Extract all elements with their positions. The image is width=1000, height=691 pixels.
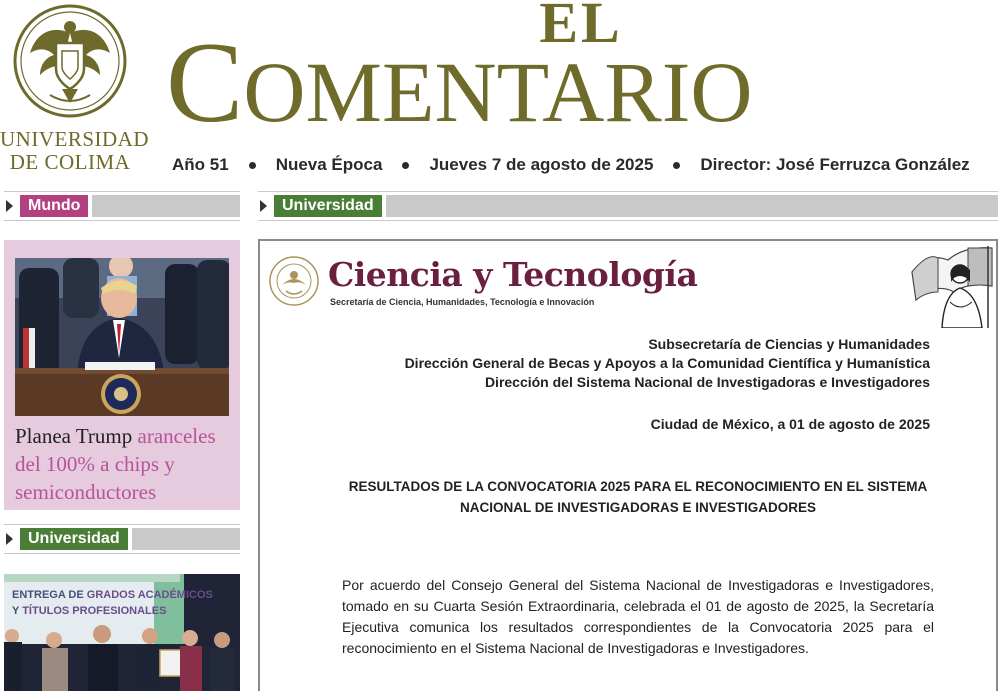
signing-photo-illustration (15, 258, 229, 416)
university-name-line2: DE COLIMA (9, 150, 131, 174)
university-eagle-seal-icon (12, 3, 128, 119)
document-title: RESULTADOS DE LA CONVOCATORIA 2025 PARA EL RECONOCIMIENTO EN EL SISTEMA NACIONAL DE INVESTIGADORAS E INVESTIGADORES (348, 479, 928, 515)
section-bar-universidad[interactable] (258, 191, 998, 221)
masthead-title-rest: OMENTARIO (243, 44, 753, 140)
masthead-title-el: EL (539, 0, 623, 55)
masthead-title-initial: C (166, 19, 244, 147)
banner-line2-a: Y (12, 605, 23, 617)
bullet-icon (249, 162, 256, 169)
woman-with-flag-illustration (908, 242, 996, 328)
section-bar-fill (92, 195, 240, 217)
headline-lead: Planea Trump (15, 424, 133, 448)
office-line: Dirección General de Becas y Apoyos a la Comunidad Científica y Humanística (404, 355, 930, 371)
triangle-right-icon (260, 200, 267, 212)
mundo-story-card[interactable] (4, 240, 240, 510)
issue-edition: Nueva Época (275, 155, 383, 174)
svg-text:ENTREGA DE GRADOS ACADÉMICOS (12, 588, 213, 601)
issue-director: Director: José Ferruzca González (700, 155, 970, 174)
mundo-story-photo[interactable] (15, 258, 229, 416)
section-label-mundo[interactable]: Mundo (20, 195, 88, 217)
headline-rest: aranceles del 100% a chips y semiconductores (15, 424, 216, 504)
bullet-icon (402, 162, 409, 169)
office-line: Dirección del Sistema Nacional de Investigadoras e Investigadores (484, 374, 930, 390)
ceremony-photo-illustration (4, 574, 240, 691)
university-name-line1: UNIVERSIDAD (0, 127, 149, 151)
issuing-offices (405, 335, 930, 392)
document-date: Ciudad de México, a 01 de agosto de 2025 (650, 416, 930, 432)
brand-title: Ciencia y Tecnología (328, 255, 698, 294)
university-logo[interactable] (0, 0, 149, 180)
office-line: Subsecretaría de Ciencias y Humanidades (648, 336, 930, 352)
mexico-coat-of-arms-icon (268, 255, 320, 307)
banner-line1-b: GRADOS ACADÉMICOS (86, 589, 213, 601)
banner-line1-a: ENTREGA DE (12, 589, 87, 601)
brand-subtitle: Secretaría de Ciencia, Humanidades, Tecnología e Innovación (330, 297, 595, 307)
issue-date: Jueves 7 de agosto de 2025 (429, 155, 654, 174)
section-label-universidad[interactable]: Universidad (274, 195, 382, 217)
bullet-icon (673, 162, 680, 169)
svg-text:Y TÍTULOS PROFESIONALES (12, 604, 166, 617)
section-bar-mundo[interactable] (4, 191, 240, 221)
issue-year: Año 51 (172, 155, 229, 174)
section-bar-fill (132, 528, 240, 550)
section-bar-universidad-side[interactable] (4, 524, 240, 554)
section-bar-fill (386, 195, 998, 217)
universidad-story-photo[interactable] (4, 574, 240, 691)
triangle-right-icon (6, 533, 13, 545)
issue-info (172, 155, 1000, 175)
university-name (0, 127, 149, 174)
triangle-right-icon (6, 200, 13, 212)
announcement-document[interactable] (258, 239, 998, 691)
mundo-story-headline[interactable] (15, 422, 233, 506)
banner-line2-b: TÍTULOS PROFESIONALES (22, 605, 167, 617)
document-body: Por acuerdo del Consejo General del Sistema Nacional de Investigadoras e Investigadores, tomado en su Cuarta Sesión Extraordinaria, celebrada el 01 de agosto de 2025, la Secretaría Ejecutiva comunica los resultados correspondientes de la Convocatoria 2025 para el reconocimiento en el Sistema Nacional de Investigadoras e Investigadores. (342, 577, 934, 656)
section-label-universidad-side[interactable]: Universidad (20, 528, 128, 550)
